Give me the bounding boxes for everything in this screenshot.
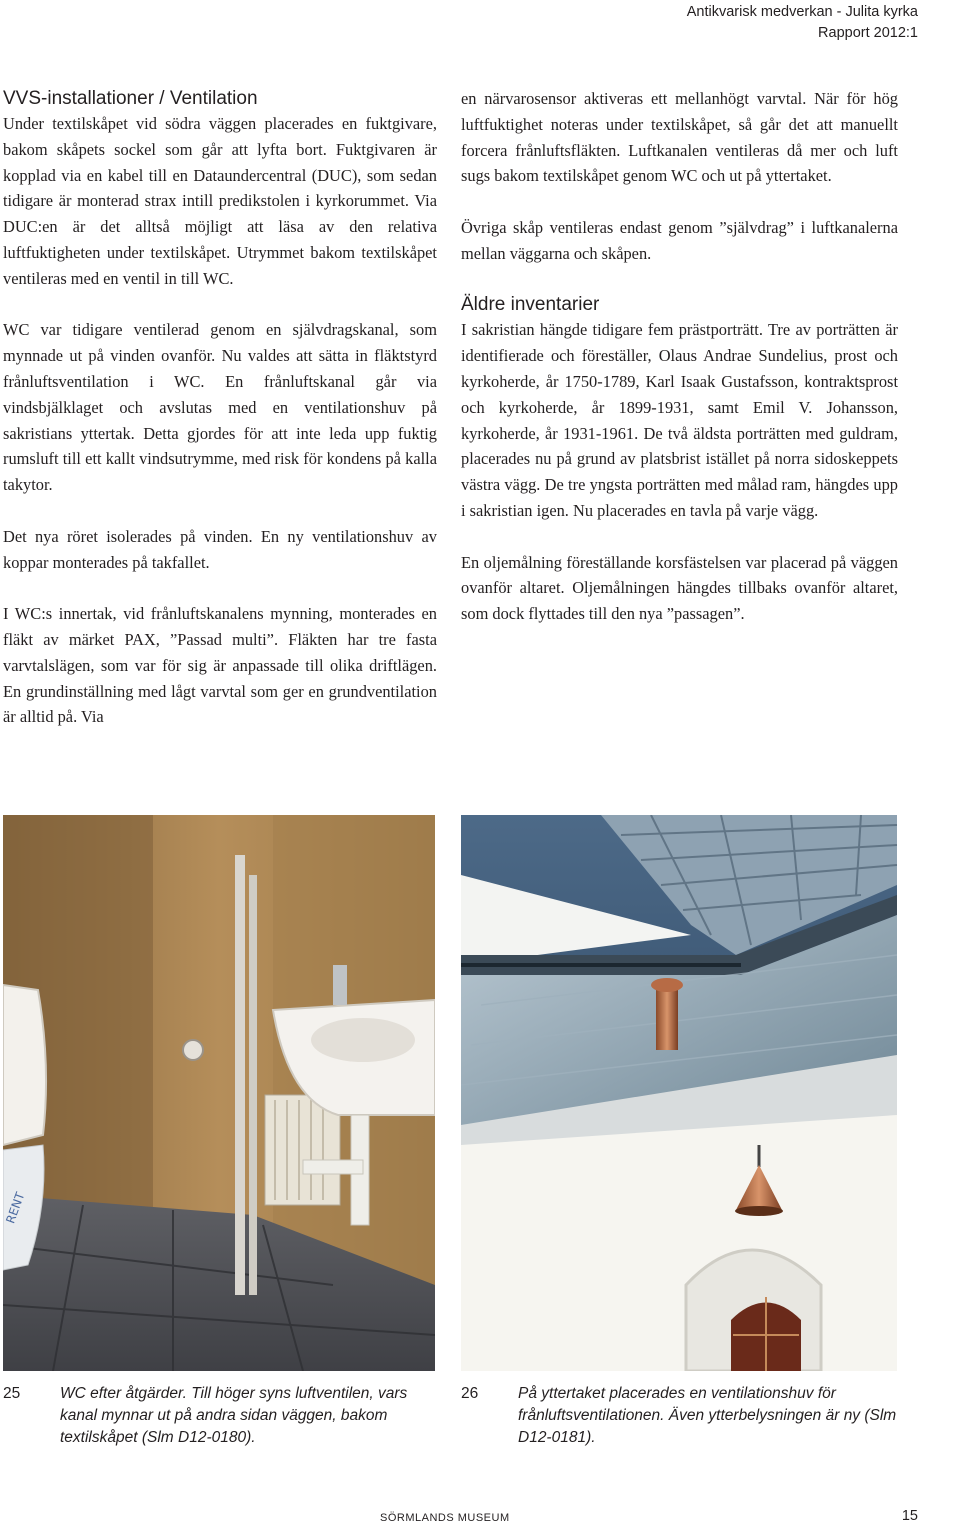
left-column: [3, 86, 437, 756]
right-column: [461, 86, 898, 653]
paragraph: En oljemålning föreställande korsfästelsen var placerad på väggen ovanför altaret. Oljemålningen hängdes tillbaks ovanför altaret, som dock flyttades till den nya ”passagen”.: [461, 552, 898, 624]
figure-number: 25: [3, 1385, 21, 1402]
footer-museum-name: SÖRMLANDS MUSEUM: [380, 1512, 510, 1524]
section-heading-ventilation: VVS-installationer / Ventilation: [3, 88, 258, 109]
report-number: Rapport 2012:1: [818, 25, 918, 41]
paragraph: en närvarosensor aktiveras ett mellanhögt varvtal. När för hög luftfuktighet noteras under textilskåpet, så går det att manuellt forcera frånluftsfläkten. Luftkanalen ventileras då mer och luft sugs bakom textilskåpet genom WC och ut på yttertaket.: [461, 89, 898, 186]
paragraph: Det nya röret isolerades på vinden. En ny ventilationshuv av koppar monterades på takfallet.: [3, 526, 437, 572]
figure-caption-text: WC efter åtgärder. Till höger syns luftventilen, vars kanal mynnar ut på andra sidan väggen, bakom textilskåpet (Slm D12-0180).: [60, 1385, 408, 1446]
page-number: 15: [901, 1508, 918, 1524]
figure-caption-text: På yttertaket placerades en ventilationshuv för frånluftsventilationen. Även ytterbelysningen är ny (Slm D12-0181).: [518, 1385, 897, 1446]
photo-wc: [3, 815, 435, 1371]
photo-roof: [461, 815, 897, 1371]
report-title: Antikvarisk medverkan - Julita kyrka: [686, 4, 918, 20]
paragraph: I sakristian hängde tidigare fem prästporträtt. Tre av porträtten är identifierade och föreställer, Olaus Andrae Sundelius, prost och kyrkoherde, år 1750-1789, Karl Isaak Gustafsson, kontraktsprost och kyrkoherde, år 1899-1931, samt Emil V. Johansson, kyrkoherde, år 1931-1961. De två äldsta porträtten med guldram, placerades nu på grund av platsbrist istället på norra sidoskeppets västra vägg. De tre yngsta porträtten med målad ram, hängdes upp i sakristian igen. Nu placerades en tavla på varje vägg.: [461, 320, 898, 520]
figure-number: 26: [461, 1385, 479, 1402]
paragraph: Under textilskåpet vid södra väggen placerades en fuktgivare, bakom skåpets sockel som går att lyfta bort. Fuktgivaren är kopplad via en kabel till en Dataundercentral (DUC), som sedan tidigare är monterad strax intill predikstolen i kyrkorummet. Via DUC:en är det alltså möjligt att läsa av den relativa luftfuktigheten under textilskåpet. Utrymmet bakom textilskåpet ventileras med en ventil in till WC.: [3, 114, 437, 288]
page-header: [687, 2, 918, 44]
paragraph: WC var tidigare ventilerad genom en självdragskanal, som mynnade ut på vinden ovanför. Nu valdes att sätta in fläktstyrd frånluftsventilation i WC. En frånluftskanal går via vindsbjälklaget och avslutas med en ventilationshuv på sakristians yttertak. Detta gjordes för att inte leda upp fuktig rumsluft till ett kallt vindsutrymme, med risk för kondens på kalla takytor.: [3, 320, 437, 495]
svg-text:RENT: RENT: [3, 1190, 28, 1226]
section-heading-inventarier: Äldre inventarier: [461, 294, 600, 316]
paragraph: I WC:s innertak, vid frånluftskanalens mynning, monterades en fläkt av märket PAX, ”Passad multi”. Fläkten har tre fasta varvtalslägen, som var för sig är anpassade till olika driftlägen. En grundinställning med lågt varvtal som ger en grundventilation är alltid på. Via: [3, 604, 437, 727]
paragraph: Övriga skåp ventileras endast genom ”självdrag” i luftkanalerna mellan väggarna och skåpen.: [461, 217, 898, 263]
